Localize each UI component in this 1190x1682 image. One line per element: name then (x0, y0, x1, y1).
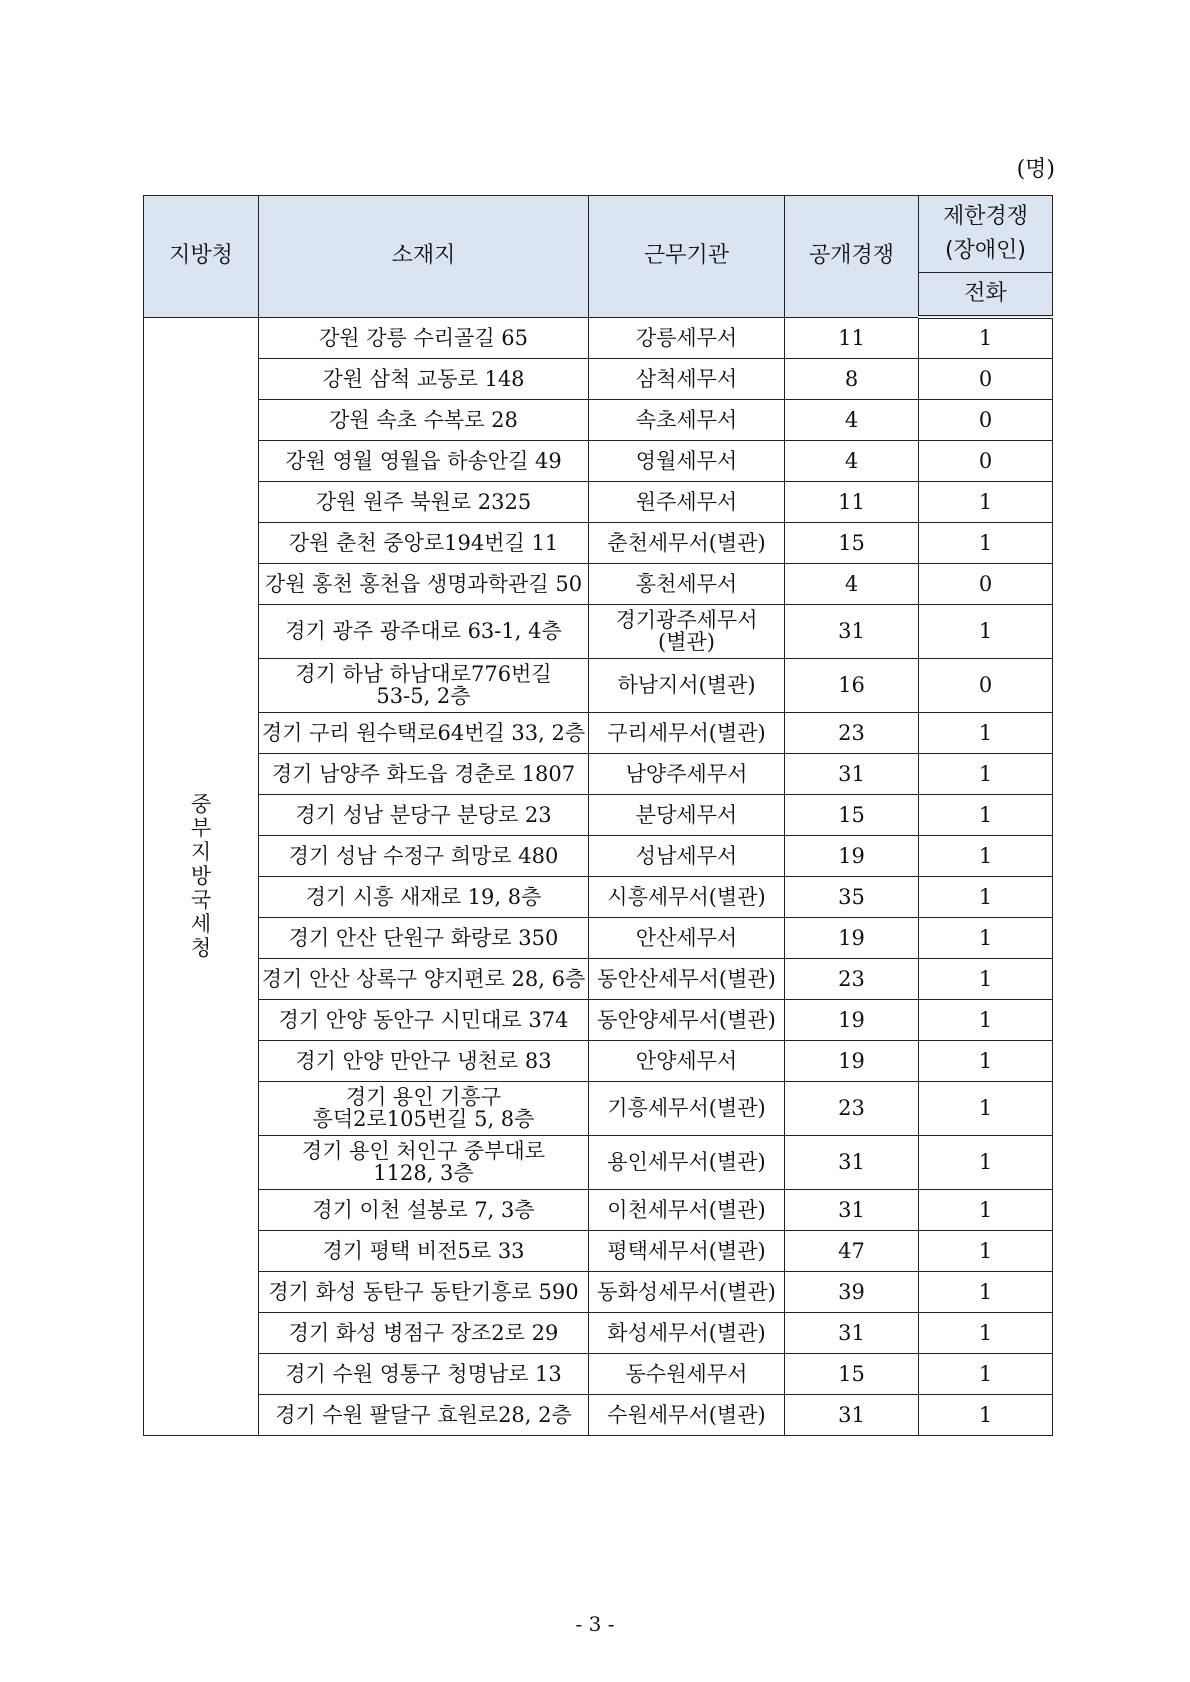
transfer-cell: 1 (919, 1312, 1053, 1353)
page-number: - 3 - (575, 1612, 615, 1636)
open-competition-cell: 39 (785, 1271, 919, 1312)
open-competition-cell: 19 (785, 1040, 919, 1081)
location-cell: 경기 성남 수정구 희망로 480 (259, 835, 589, 876)
table-row (144, 794, 1053, 835)
office-cell: 구리세무서(별관) (589, 712, 785, 753)
open-competition-cell: 15 (785, 794, 919, 835)
transfer-cell: 1 (919, 1353, 1053, 1394)
table-row (144, 1081, 1053, 1135)
office-cell: 성남세무서 (589, 835, 785, 876)
transfer-cell: 1 (919, 1189, 1053, 1230)
location-cell: 경기 이천 설봉로 7, 3층 (259, 1189, 589, 1230)
office-cell: 화성세무서(별관) (589, 1312, 785, 1353)
table-row (144, 1135, 1053, 1189)
table-row (144, 481, 1053, 522)
location-cell: 강원 원주 북원로 2325 (259, 481, 589, 522)
transfer-cell: 0 (919, 399, 1053, 440)
location-cell: 경기 시흥 새재로 19, 8층 (259, 876, 589, 917)
table-row (144, 440, 1053, 481)
table-row (144, 1312, 1053, 1353)
open-competition-cell: 31 (785, 1394, 919, 1435)
open-competition-cell: 15 (785, 1353, 919, 1394)
transfer-cell: 1 (919, 917, 1053, 958)
location-cell: 경기 구리 원수택로64번길 33, 2층 (259, 712, 589, 753)
location-cell: 경기 안양 만안구 냉천로 83 (259, 1040, 589, 1081)
header-region: 지방청 (144, 196, 259, 318)
table-row (144, 358, 1053, 399)
table-row (144, 917, 1053, 958)
location-cell: 경기 화성 병점구 장조2로 29 (259, 1312, 589, 1353)
header-location: 소재지 (259, 196, 589, 318)
open-competition-cell: 35 (785, 876, 919, 917)
transfer-cell: 1 (919, 958, 1053, 999)
office-cell: 동안산세무서(별관) (589, 958, 785, 999)
open-competition-cell: 23 (785, 958, 919, 999)
table-row (144, 876, 1053, 917)
open-competition-cell: 47 (785, 1230, 919, 1271)
location-cell: 경기 수원 팔달구 효원로28, 2층 (259, 1394, 589, 1435)
table-row (144, 1230, 1053, 1271)
open-competition-cell: 11 (785, 317, 919, 358)
location-cell: 경기 수원 영통구 청명남로 13 (259, 1353, 589, 1394)
open-competition-cell: 31 (785, 604, 919, 658)
location-cell: 경기 평택 비전5로 33 (259, 1230, 589, 1271)
location-cell: 경기 안양 동안구 시민대로 374 (259, 999, 589, 1040)
transfer-cell: 0 (919, 358, 1053, 399)
open-competition-cell: 4 (785, 440, 919, 481)
transfer-cell: 1 (919, 876, 1053, 917)
table-row (144, 753, 1053, 794)
location-cell: 강원 홍천 홍천읍 생명과학관길 50 (259, 563, 589, 604)
transfer-cell: 1 (919, 1081, 1053, 1135)
office-cell: 남양주세무서 (589, 753, 785, 794)
open-competition-cell: 16 (785, 658, 919, 712)
transfer-cell: 1 (919, 1135, 1053, 1189)
office-cell: 수원세무서(별관) (589, 1394, 785, 1435)
office-cell: 강릉세무서 (589, 317, 785, 358)
office-cell: 동화성세무서(별관) (589, 1271, 785, 1312)
open-competition-cell: 23 (785, 1081, 919, 1135)
office-cell: 하남지서(별관) (589, 658, 785, 712)
table-row (144, 317, 1053, 358)
transfer-cell: 1 (919, 835, 1053, 876)
location-cell: 경기 광주 광주대로 63-1, 4층 (259, 604, 589, 658)
location-cell: 강원 삼척 교동로 148 (259, 358, 589, 399)
header-office: 근무기관 (589, 196, 785, 318)
open-competition-cell: 31 (785, 1312, 919, 1353)
location-cell: 경기 하남 하남대로776번길 53-5, 2층 (259, 658, 589, 712)
location-cell: 강원 영월 영월읍 하송안길 49 (259, 440, 589, 481)
open-competition-cell: 4 (785, 563, 919, 604)
open-competition-cell: 8 (785, 358, 919, 399)
table-row (144, 658, 1053, 712)
transfer-cell: 0 (919, 440, 1053, 481)
transfer-cell: 1 (919, 1040, 1053, 1081)
region-char: 국 (190, 888, 212, 912)
office-cell: 영월세무서 (589, 440, 785, 481)
transfer-cell: 1 (919, 481, 1053, 522)
transfer-cell: 1 (919, 604, 1053, 658)
table-row (144, 712, 1053, 753)
table-row (144, 1394, 1053, 1435)
transfer-cell: 1 (919, 522, 1053, 563)
table-row (144, 1040, 1053, 1081)
location-cell: 경기 안산 단원구 화랑로 350 (259, 917, 589, 958)
location-cell: 경기 화성 동탄구 동탄기흥로 590 (259, 1271, 589, 1312)
region-char: 청 (190, 936, 212, 960)
table-row (144, 604, 1053, 658)
transfer-cell: 1 (919, 1394, 1053, 1435)
transfer-cell: 1 (919, 712, 1053, 753)
office-cell: 동수원세무서 (589, 1353, 785, 1394)
office-cell: 경기광주세무서 (별관) (589, 604, 785, 658)
table-body (144, 317, 1053, 1435)
open-competition-cell: 4 (785, 399, 919, 440)
office-cell: 삼척세무서 (589, 358, 785, 399)
transfer-cell: 1 (919, 753, 1053, 794)
table-row (144, 1189, 1053, 1230)
table-row (144, 399, 1053, 440)
table-row (144, 835, 1053, 876)
header-limited-competition: 제한경쟁 (장애인) (919, 196, 1053, 273)
location-cell: 강원 강릉 수리골길 65 (259, 317, 589, 358)
open-competition-cell: 31 (785, 1135, 919, 1189)
transfer-cell: 0 (919, 563, 1053, 604)
transfer-cell: 1 (919, 794, 1053, 835)
table-row (144, 563, 1053, 604)
open-competition-cell: 23 (785, 712, 919, 753)
table-row (144, 1271, 1053, 1312)
open-competition-cell: 15 (785, 522, 919, 563)
region-char: 지 (190, 840, 212, 864)
office-cell: 시흥세무서(별관) (589, 876, 785, 917)
location-cell: 강원 춘천 중앙로194번길 11 (259, 522, 589, 563)
office-cell: 분당세무서 (589, 794, 785, 835)
open-competition-cell: 31 (785, 753, 919, 794)
region-char: 부 (190, 816, 212, 840)
region-char: 세 (190, 912, 212, 936)
open-competition-cell: 11 (785, 481, 919, 522)
location-cell: 경기 안산 상록구 양지편로 28, 6층 (259, 958, 589, 999)
office-cell: 속초세무서 (589, 399, 785, 440)
office-cell: 안산세무서 (589, 917, 785, 958)
table-row (144, 958, 1053, 999)
office-cell: 안양세무서 (589, 1040, 785, 1081)
office-cell: 평택세무서(별관) (589, 1230, 785, 1271)
transfer-cell: 1 (919, 1271, 1053, 1312)
office-cell: 이천세무서(별관) (589, 1189, 785, 1230)
transfer-cell: 0 (919, 658, 1053, 712)
office-cell: 동안양세무서(별관) (589, 999, 785, 1040)
unit-label: (명) (1016, 157, 1055, 182)
open-competition-cell: 31 (785, 1189, 919, 1230)
office-cell: 원주세무서 (589, 481, 785, 522)
header-transfer: 전화 (919, 273, 1053, 318)
transfer-cell: 1 (919, 999, 1053, 1040)
table-row (144, 999, 1053, 1040)
transfer-cell: 1 (919, 1230, 1053, 1271)
open-competition-cell: 19 (785, 999, 919, 1040)
transfer-cell: 1 (919, 317, 1053, 358)
location-cell: 경기 남양주 화도읍 경춘로 1807 (259, 753, 589, 794)
office-cell: 기흥세무서(별관) (589, 1081, 785, 1135)
region-char: 중 (190, 792, 212, 816)
location-cell: 강원 속초 수복로 28 (259, 399, 589, 440)
location-cell: 경기 용인 기흥구 흥덕2로105번길 5, 8층 (259, 1081, 589, 1135)
location-cell: 경기 용인 처인구 중부대로 1128, 3층 (259, 1135, 589, 1189)
office-cell: 춘천세무서(별관) (589, 522, 785, 563)
region-cell (144, 317, 259, 1435)
header-open-competition: 공개경쟁 (785, 196, 919, 318)
open-competition-cell: 19 (785, 835, 919, 876)
table-row (144, 522, 1053, 563)
region-char: 방 (190, 864, 212, 888)
table-row (144, 1353, 1053, 1394)
office-cell: 홍천세무서 (589, 563, 785, 604)
open-competition-cell: 19 (785, 917, 919, 958)
location-cell: 경기 성남 분당구 분당로 23 (259, 794, 589, 835)
recruitment-table (143, 195, 1053, 1436)
office-cell: 용인세무서(별관) (589, 1135, 785, 1189)
